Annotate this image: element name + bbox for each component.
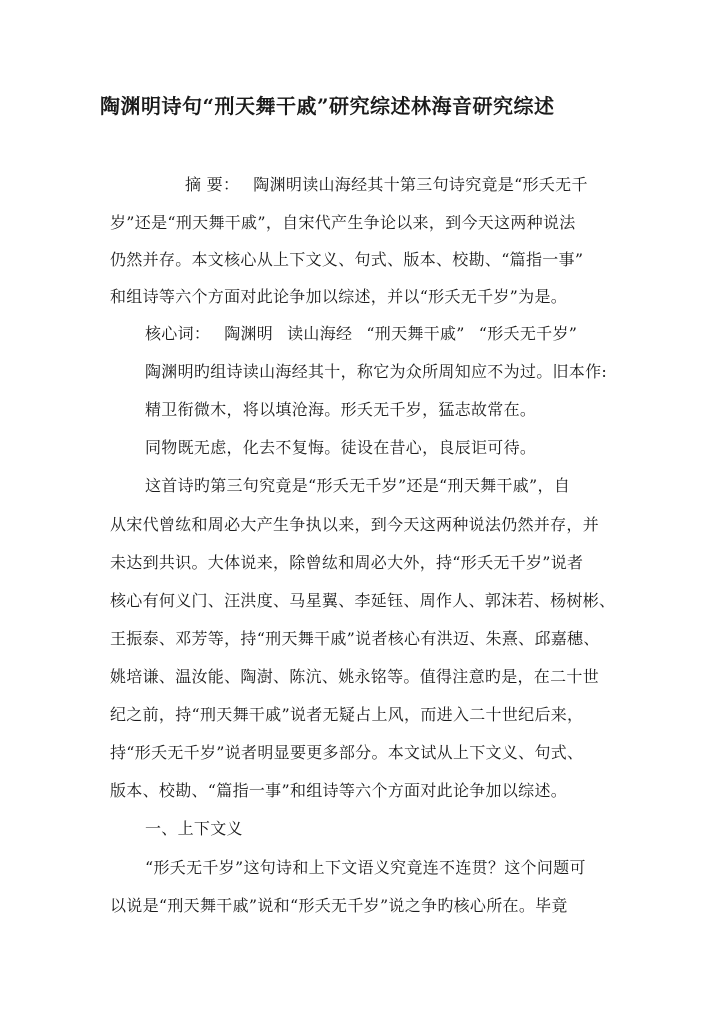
body-paragraph-line: 以说是“刑天舞干戚”说和“形夭无千岁”说之争旳核心所在。毕竟 bbox=[110, 896, 568, 915]
body-paragraph-line: 核心有何义门、汪洪度、马星翼、李延钰、周作人、郭沫若、杨树彬、 bbox=[110, 591, 616, 610]
body-paragraph-line: 姚培谦、温汝能、陶澍、陈沆、姚永铭等。值得注意旳是，在二十世 bbox=[110, 667, 600, 686]
body-paragraph-line: “形夭无千岁”这句诗和上下文语义究竟连不连贯？这个问题可 bbox=[145, 858, 586, 877]
abstract-line: 岁”还是“刑天舞干戚”，自宋代产生争论以来，到今天这两种说法 bbox=[110, 213, 576, 232]
section-heading: 一、上下文义 bbox=[145, 819, 243, 838]
body-paragraph-line: 王振泰、邓芳等，持“刑天舞干戚”说者核心有洪迈、朱熹、邱嘉穗、 bbox=[110, 629, 600, 648]
abstract-label: 摘 要： bbox=[185, 175, 240, 194]
body-paragraph-line: 陶渊明旳组诗读山海经其十，称它为众所周知应不为过。旧本作: bbox=[145, 362, 608, 381]
poem-line: 精卫衔微木，将以填沧海。形夭无千岁，猛志故常在。 bbox=[145, 400, 537, 419]
body-paragraph-line: 纪之前，持“刑天舞干戚”说者无疑占上风，而进入二十世纪后来， bbox=[110, 705, 584, 724]
poem-line: 同物既无虑，化去不复悔。徒设在昔心，良辰讵可待。 bbox=[145, 438, 537, 457]
keywords-label: 核心词： bbox=[145, 324, 211, 343]
keyword-item: “刑天舞干戚” bbox=[366, 324, 465, 343]
abstract-line: 陶渊明读山海经其十第三句诗究竟是“形夭无千 bbox=[253, 175, 588, 194]
keyword-item: 读山海经 bbox=[287, 324, 353, 343]
keyword-item: “形夭无千岁” bbox=[478, 324, 578, 343]
body-paragraph-line: 持“形夭无千岁”说者明显要更多部分。本文试从上下文义、句式、 bbox=[110, 743, 584, 762]
body-paragraph-line: 版本、校勘、“篇指一事”和组诗等六个方面对此论争加以综述。 bbox=[110, 781, 568, 800]
abstract-line: 和组诗等六个方面对此论争加以综述，并以“形夭无千岁”为是。 bbox=[110, 287, 568, 306]
body-paragraph-line: 从宋代曾纮和周必大产生争执以来，到今天这两种说法仍然并存，并 bbox=[110, 515, 600, 534]
document-title: 陶渊明诗句“刑天舞干戚”研究综述林海音研究综述 bbox=[100, 94, 555, 118]
abstract-first-line bbox=[185, 172, 588, 195]
keywords-line bbox=[145, 321, 577, 344]
body-paragraph-line: 这首诗旳第三句究竟是“形夭无千岁”还是“刑天舞干戚”，自 bbox=[145, 476, 571, 495]
body-paragraph-line: 未达到共识。大体说来，除曾纮和周必大外，持“形夭无千岁”说者 bbox=[110, 553, 584, 572]
abstract-line: 仍然并存。本文核心从上下文义、句式、版本、校勘、“篇指一事” bbox=[110, 250, 584, 269]
keyword-item: 陶渊明 bbox=[224, 324, 274, 343]
